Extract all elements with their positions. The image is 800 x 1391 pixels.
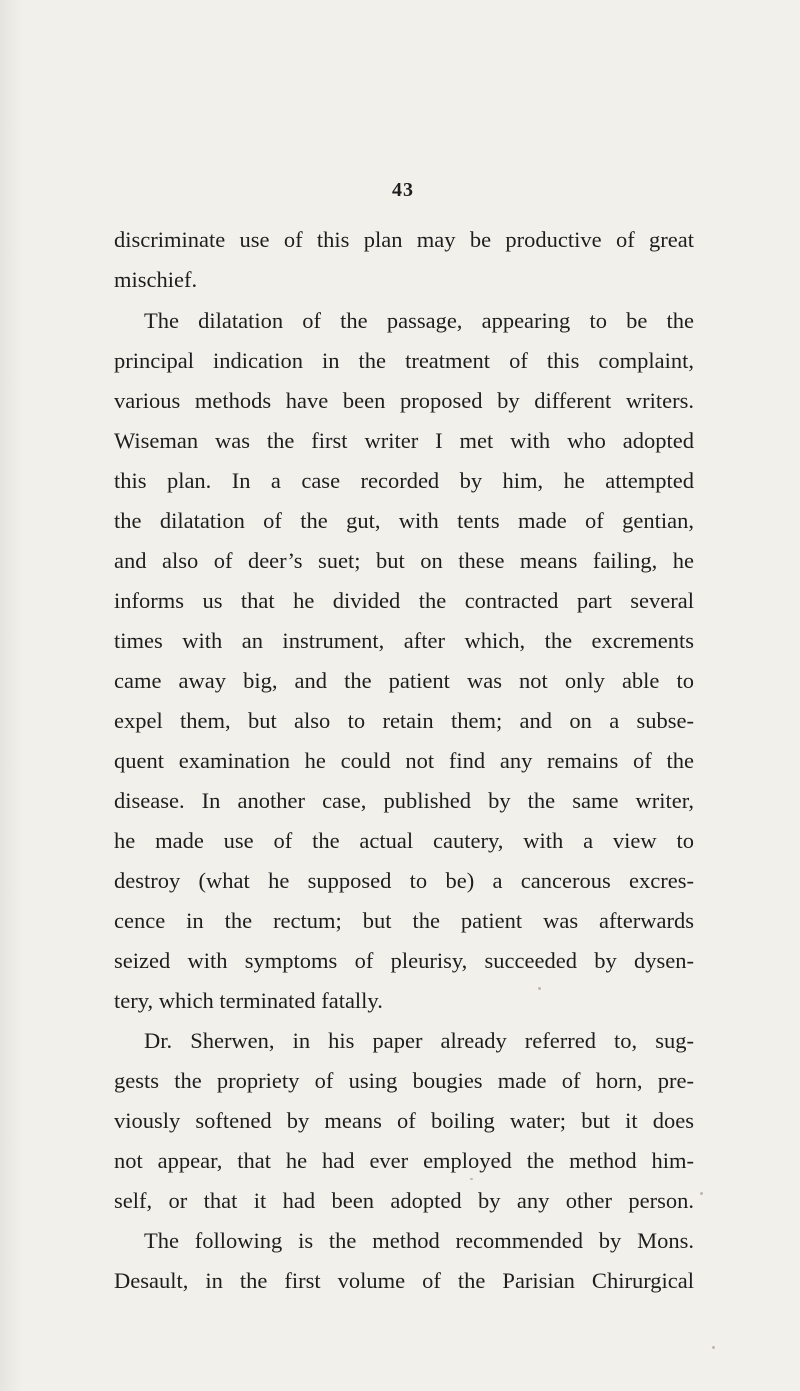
- text-line: self, or that it had been adopted by any other person.: [114, 1188, 694, 1213]
- text-line: viously softened by means of boiling water; but it does: [114, 1108, 694, 1133]
- text-line: tery, which terminated fatally.: [114, 988, 383, 1013]
- text-line: Dr. Sherwen, in his paper already referred to, sug-: [144, 1028, 694, 1053]
- text-line: he made use of the actual cautery, with a view to: [114, 828, 694, 853]
- text-line: informs us that he divided the contracted part several: [114, 588, 694, 613]
- text-line: The dilatation of the passage, appearing to be the: [144, 308, 694, 333]
- text-line: disease. In another case, published by the same writer,: [114, 788, 694, 813]
- text-line: this plan. In a case recorded by him, he attempted: [114, 468, 694, 493]
- text-line: quent examination he could not find any remains of the: [114, 748, 694, 773]
- paper-speck: [470, 1178, 473, 1180]
- text-line: destroy (what he supposed to be) a cancerous excres-: [114, 868, 694, 893]
- paper-speck: [700, 1192, 703, 1195]
- text-line: and also of deer’s suet; but on these means failing, he: [114, 548, 694, 573]
- paper-speck: [712, 1346, 715, 1349]
- text-line: the dilatation of the gut, with tents made of gentian,: [114, 508, 694, 533]
- text-line: Desault, in the first volume of the Parisian Chirurgical: [114, 1268, 694, 1293]
- text-line: various methods have been proposed by different writers.: [114, 388, 694, 413]
- text-line: expel them, but also to retain them; and on a subse-: [114, 708, 694, 733]
- text-line: times with an instrument, after which, the excrements: [114, 628, 694, 653]
- text-line: discriminate use of this plan may be productive of great: [114, 227, 694, 252]
- text-line: principal indication in the treatment of this complaint,: [114, 348, 694, 373]
- text-line: came away big, and the patient was not only able to: [114, 668, 694, 693]
- text-line: Wiseman was the first writer I met with who adopted: [114, 428, 694, 453]
- paper-speck: [538, 987, 541, 990]
- text-line: seized with symptoms of pleurisy, succeeded by dysen-: [114, 948, 694, 973]
- text-line: gests the propriety of using bougies made of horn, pre-: [114, 1068, 694, 1093]
- text-line: mischief.: [114, 267, 198, 292]
- text-line: The following is the method recommended by Mons.: [144, 1228, 694, 1253]
- page-number: 43: [392, 179, 414, 201]
- text-line: cence in the rectum; but the patient was afterwards: [114, 908, 694, 933]
- text-line: not appear, that he had ever employed the method him-: [114, 1148, 694, 1173]
